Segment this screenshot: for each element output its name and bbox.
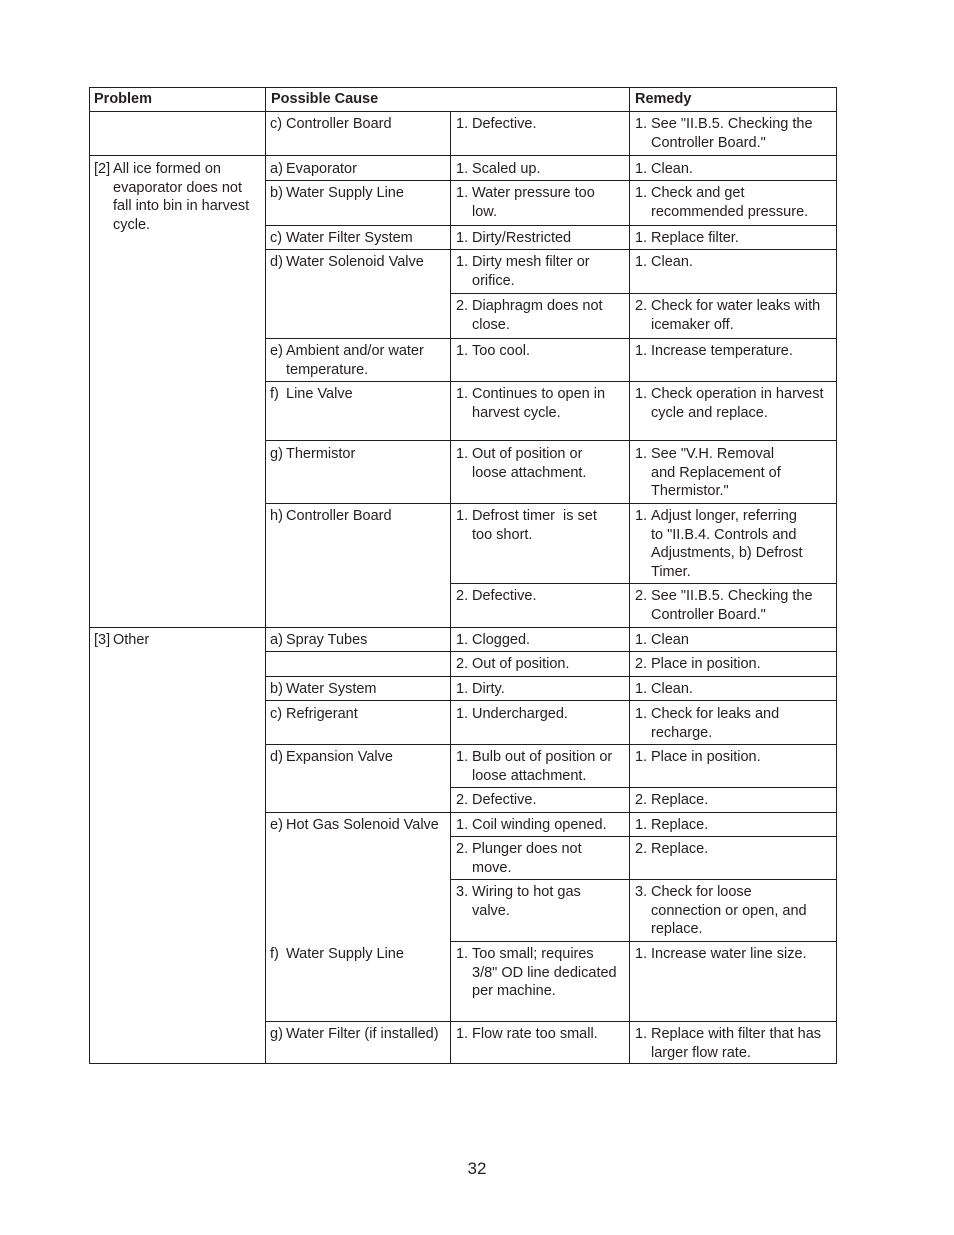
table-border-left [89,87,90,1064]
cause-cell-expansion-valve-label: d) [270,749,283,765]
row-divider-full-4 [89,1063,837,1064]
header-possible-cause: Possible Cause [271,91,379,107]
remedy-cell-hot-gas-solenoid-valve-2-label: 2. [635,841,648,857]
remedy-cell-water-supply-line-2-label: 1. [635,946,648,962]
detail-cell-water-solenoid-valve-text: Dirty mesh filter or orifice. [472,254,590,289]
detail-cell-line-valve-label: 1. [456,386,469,402]
cause-cell-controller-board-text: Controller Board [286,508,392,524]
remedy-cell-water-filter-label: 1. [635,1026,648,1042]
cause-cell-evaporator-label: a) [270,161,283,177]
cause-cell-spray-tubes-label: a) [270,632,283,648]
remedy-cell-controller-board-label: 1. [635,508,648,524]
page-number: 32 [467,1159,487,1178]
cause-cell-water-filter-system-label: c) [270,230,283,246]
detail-cell-thermistor-text: Out of position or loose attachment. [472,446,587,481]
cause-cell-controller-board-continued-label: c) [270,116,283,132]
detail-cell-hot-gas-solenoid-valve-3-text: Wiring to hot gas valve. [472,884,581,919]
row-divider-cause-4 [265,381,837,382]
cause-cell-spray-tubes-text: Spray Tubes [286,632,368,648]
cause-cell-line-valve-text: Line Valve [286,386,353,402]
row-divider-detail-0 [450,293,837,294]
detail-cell-expansion-valve-2-label: 2. [456,792,469,808]
remedy-cell-evaporator-text: Clean. [651,161,693,177]
row-divider-cause-6 [265,503,837,504]
row-divider-full-0 [89,87,837,88]
detail-cell-evaporator-text: Scaled up. [472,161,541,177]
problem-cell-problem-3-label: [3] [94,632,111,648]
detail-cell-ambient-temperature-label: 1. [456,343,469,359]
cause-cell-water-supply-line-2-label: f) [270,946,279,962]
remedy-cell-water-filter-system-text: Replace filter. [651,230,739,246]
remedy-cell-water-solenoid-valve-label: 1. [635,254,648,270]
detail-cell-water-supply-line-2-text: Too small; requires 3/8" OD line dedicated per machine. [472,946,617,1000]
remedy-cell-water-solenoid-valve-2-label: 2. [635,298,648,314]
cause-cell-controller-board-continued-text: Controller Board [286,116,392,132]
remedy-cell-line-valve-text: Check operation in harvest cycle and replace. [651,386,824,421]
detail-cell-water-solenoid-valve-2-text: Diaphragm does not close. [472,298,603,333]
detail-cell-water-filter-system-label: 1. [456,230,469,246]
detail-cell-ambient-temperature-text: Too cool. [472,343,531,359]
detail-cell-hot-gas-solenoid-valve-text: Coil winding opened. [472,817,607,833]
remedy-cell-controller-board-continued-text: See "II.B.5. Checking the Controller Board." [651,116,813,151]
problem-cell-problem-3-text: Other [113,632,150,648]
detail-cell-water-supply-line-text: Water pressure too low. [472,185,595,220]
cause-cell-water-filter-label: g) [270,1026,283,1042]
detail-cell-controller-board-2-text: Defective. [472,588,537,604]
detail-cell-controller-board-continued-text: Defective. [472,116,537,132]
detail-cell-spray-tubes-text: Clogged. [472,632,531,648]
detail-cell-water-system-text: Dirty. [472,681,505,697]
detail-cell-controller-board-label: 1. [456,508,469,524]
remedy-cell-spray-tubes-2-text: Place in position. [651,656,761,672]
row-divider-cause-10 [265,744,837,745]
remedy-cell-water-solenoid-valve-text: Clean. [651,254,693,270]
row-divider-cause-3 [265,338,837,339]
detail-cell-hot-gas-solenoid-valve-3-label: 3. [456,884,469,900]
cause-cell-water-supply-line-2-text: Water Supply Line [286,946,404,962]
remedy-cell-thermistor-text: See "V.H. Removal and Replacement of Thermistor." [651,446,781,500]
row-divider-full-1 [89,111,837,112]
cause-cell-water-filter-text: Water Filter (if installed) [286,1026,439,1042]
remedy-cell-expansion-valve-label: 1. [635,749,648,765]
detail-cell-water-system-label: 1. [456,681,469,697]
remedy-cell-hot-gas-solenoid-valve-3-text: Check for loose connection or open, and replace. [651,884,807,938]
header-remedy: Remedy [635,91,692,107]
detail-cell-expansion-valve-text: Bulb out of position or loose attachment. [472,749,613,784]
remedy-cell-ambient-temperature-text: Increase temperature. [651,343,793,359]
cause-cell-ambient-temperature-text: Ambient and/or water temperature. [286,343,424,378]
detail-cell-thermistor-label: 1. [456,446,469,462]
remedy-cell-expansion-valve-2-label: 2. [635,792,648,808]
cause-cell-water-system-text: Water System [286,681,377,697]
detail-cell-spray-tubes-label: 1. [456,632,469,648]
row-divider-detail-4 [450,879,837,880]
detail-cell-water-filter-text: Flow rate too small. [472,1026,598,1042]
row-divider-detail-3 [450,836,837,837]
remedy-cell-hot-gas-solenoid-valve-2-text: Replace. [651,841,709,857]
detail-cell-spray-tubes-2-label: 2. [456,656,469,672]
remedy-cell-spray-tubes-2-label: 2. [635,656,648,672]
detail-cell-water-supply-line-label: 1. [456,185,469,201]
row-divider-cause-9 [265,700,837,701]
row-divider-full-2 [89,155,837,156]
remedy-cell-hot-gas-solenoid-valve-3-label: 3. [635,884,648,900]
cause-cell-water-supply-line-text: Water Supply Line [286,185,404,201]
detail-cell-refrigerant-label: 1. [456,706,469,722]
detail-cell-expansion-valve-2-text: Defective. [472,792,537,808]
detail-cell-spray-tubes-2-text: Out of position. [472,656,570,672]
cause-cell-water-solenoid-valve-text: Water Solenoid Valve [286,254,424,270]
row-divider-cause-11 [265,812,837,813]
remedy-cell-hot-gas-solenoid-valve-text: Replace. [651,817,709,833]
remedy-cell-thermistor-label: 1. [635,446,648,462]
cause-cell-ambient-temperature-label: e) [270,343,283,359]
detail-cell-water-filter-label: 1. [456,1026,469,1042]
row-divider-detail-2 [450,787,837,788]
remedy-cell-refrigerant-label: 1. [635,706,648,722]
detail-cell-controller-board-text: Defrost timer is set too short. [472,508,597,543]
remedy-cell-spray-tubes-text: Clean [651,632,689,648]
remedy-cell-spray-tubes-label: 1. [635,632,648,648]
detail-cell-hot-gas-solenoid-valve-2-text: Plunger does not move. [472,841,582,876]
cause-cell-refrigerant-text: Refrigerant [286,706,358,722]
remedy-cell-water-system-text: Clean. [651,681,693,697]
row-divider-cause-12 [265,1021,837,1022]
cause-cell-water-filter-system-text: Water Filter System [286,230,413,246]
header-problem: Problem [94,91,153,107]
remedy-cell-water-filter-text: Replace with filter that has larger flow rate. [651,1026,822,1061]
cause-cell-water-supply-line-label: b) [270,185,283,201]
cause-cell-thermistor-label: g) [270,446,283,462]
remedy-cell-line-valve-label: 1. [635,386,648,402]
detail-cell-water-supply-line-2-label: 1. [456,946,469,962]
row-divider-cause-1 [265,225,837,226]
remedy-cell-ambient-temperature-label: 1. [635,343,648,359]
column-divider-cause [265,87,266,1064]
column-divider-detail [450,111,451,1064]
cause-cell-evaporator-text: Evaporator [286,161,357,177]
detail-cell-hot-gas-solenoid-valve-label: 1. [456,817,469,833]
remedy-cell-water-filter-system-label: 1. [635,230,648,246]
remedy-cell-controller-board-2-text: See "II.B.5. Checking the Controller Board." [651,588,813,623]
remedy-cell-evaporator-label: 1. [635,161,648,177]
cause-cell-thermistor-text: Thermistor [286,446,356,462]
remedy-cell-hot-gas-solenoid-valve-label: 1. [635,817,648,833]
remedy-cell-water-supply-line-2-text: Increase water line size. [651,946,807,962]
remedy-cell-water-supply-line-text: Check and get recommended pressure. [651,185,809,220]
remedy-cell-expansion-valve-2-text: Replace. [651,792,709,808]
row-divider-cause-2 [265,249,837,250]
remedy-cell-expansion-valve-text: Place in position. [651,749,761,765]
row-divider-cause-7 [265,651,837,652]
row-divider-cause-0 [265,180,837,181]
row-divider-cause-8 [265,676,837,677]
cause-cell-expansion-valve-text: Expansion Valve [286,749,393,765]
detail-cell-line-valve-text: Continues to open in harvest cycle. [472,386,606,421]
cause-cell-hot-gas-solenoid-valve-label: e) [270,817,283,833]
cause-cell-water-solenoid-valve-label: d) [270,254,283,270]
remedy-cell-water-solenoid-valve-2-text: Check for water leaks with icemaker off. [651,298,821,333]
detail-cell-expansion-valve-label: 1. [456,749,469,765]
problem-cell-problem-2-text: All ice formed on evaporator does not fall into bin in harvest cycle. [113,161,250,233]
detail-cell-evaporator-label: 1. [456,161,469,177]
detail-cell-water-solenoid-valve-2-label: 2. [456,298,469,314]
detail-cell-hot-gas-solenoid-valve-2-label: 2. [456,841,469,857]
cause-cell-controller-board-label: h) [270,508,283,524]
row-divider-detail-1 [450,583,837,584]
cause-cell-water-system-label: b) [270,681,283,697]
cause-cell-line-valve-label: f) [270,386,279,402]
remedy-cell-water-system-label: 1. [635,681,648,697]
column-divider-remedy [629,87,630,1064]
remedy-cell-controller-board-text: Adjust longer, referring to "II.B.4. Controls and Adjustments, b) Defrost Timer. [651,508,803,580]
detail-cell-water-filter-system-text: Dirty/Restricted [472,230,572,246]
cause-cell-hot-gas-solenoid-valve-text: Hot Gas Solenoid Valve [286,817,439,833]
table-border-right [836,87,837,1064]
remedy-cell-controller-board-continued-label: 1. [635,116,648,132]
detail-cell-controller-board-continued-label: 1. [456,116,469,132]
detail-cell-controller-board-2-label: 2. [456,588,469,604]
row-divider-full-3 [89,627,837,628]
row-divider-cause-5 [265,440,837,441]
problem-cell-problem-2-label: [2] [94,161,111,177]
row-divider-detail-5 [450,941,837,942]
remedy-cell-controller-board-2-label: 2. [635,588,648,604]
detail-cell-refrigerant-text: Undercharged. [472,706,568,722]
remedy-cell-refrigerant-text: Check for leaks and recharge. [651,706,780,741]
remedy-cell-water-supply-line-label: 1. [635,185,648,201]
detail-cell-water-solenoid-valve-label: 1. [456,254,469,270]
cause-cell-refrigerant-label: c) [270,706,283,722]
